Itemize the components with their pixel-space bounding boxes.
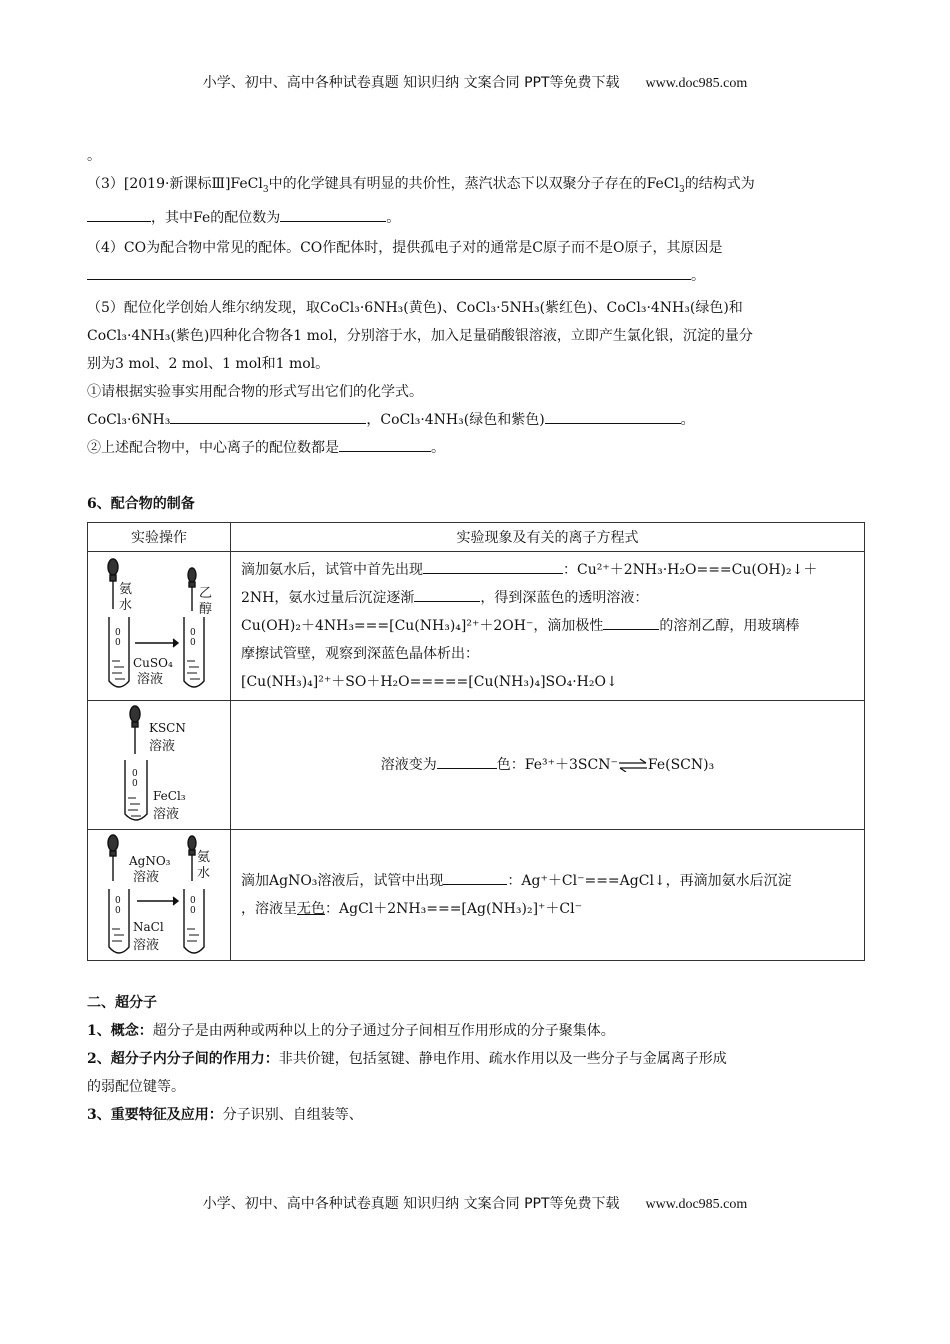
q5-sub2 bbox=[87, 434, 865, 462]
svg-text:0: 0 bbox=[115, 627, 121, 638]
q3-text-a: （3）[2019·新课标Ⅲ]FeCl bbox=[87, 176, 263, 192]
item-text: 非共价键，包括氢键、静电作用、疏水作用以及一些分子与金属离子形成 bbox=[278, 1050, 727, 1067]
apparatus-cell bbox=[88, 829, 231, 960]
svg-text:0: 0 bbox=[132, 768, 138, 779]
section2-item1 bbox=[87, 1017, 865, 1045]
row3-text: 滴加AgNO₃溶液后，试管中出现 bbox=[241, 872, 444, 889]
answer-blank[interactable] bbox=[339, 436, 431, 452]
item-label: 2、超分子内分子间的作用力： bbox=[87, 1050, 279, 1067]
col-header-operation: 实验操作 bbox=[88, 522, 231, 551]
nacl-apparatus-illustration bbox=[89, 831, 229, 959]
section2-item2-cont: 的弱配位键等。 bbox=[87, 1078, 185, 1095]
label-text: 乙 bbox=[199, 585, 213, 601]
row1-line2 bbox=[241, 584, 854, 612]
q5-formula-b: ，CoCl₃·4NH₃(绿色和紫色) bbox=[366, 411, 545, 428]
row3-line1 bbox=[241, 867, 854, 895]
phenomena-cell bbox=[231, 551, 865, 700]
answer-blank[interactable] bbox=[280, 206, 386, 222]
label-text: CuSO₄ bbox=[133, 655, 173, 670]
section2-title: 二、超分子 bbox=[87, 994, 157, 1011]
label-text: 醇 bbox=[199, 601, 213, 617]
page-header bbox=[0, 72, 950, 92]
q5-formula-end: 。 bbox=[680, 411, 695, 428]
svg-text:0: 0 bbox=[132, 778, 138, 789]
q3-text-b: 中的化学键具有明显的共价性，蒸汽状态下以双聚分子存在的FeCl bbox=[268, 176, 679, 192]
table-row bbox=[88, 700, 865, 829]
q5-sub2-text: ②上述配合物中，中心离子的配位数都是 bbox=[87, 439, 339, 456]
answer-blank[interactable] bbox=[437, 753, 497, 769]
item-label: 1、概念： bbox=[87, 1022, 153, 1039]
label-text: 氨 bbox=[119, 581, 133, 597]
label-text: NaCl bbox=[133, 919, 164, 934]
q5-formula-a: CoCl₃·6NH₃ bbox=[87, 411, 171, 428]
equilibrium-arrow-icon bbox=[618, 758, 648, 772]
header-text: 小学、初中、高中各种试卷真题 知识归纳 文案合同 PPT等免费下载 bbox=[202, 75, 620, 91]
item-text: 超分子是由两种或两种以上的分子通过分子间相互作用形成的分子聚集体。 bbox=[152, 1022, 615, 1039]
footer-url[interactable]: www.doc985.com bbox=[645, 1197, 748, 1212]
answer-blank[interactable] bbox=[170, 408, 366, 424]
q5-line3: 别为3 mol、2 mol、1 mol和1 mol。 bbox=[87, 355, 330, 372]
row3-underlined-answer: 无色 bbox=[297, 900, 325, 917]
fecl3-apparatus-illustration bbox=[89, 702, 229, 828]
svg-text:0: 0 bbox=[190, 627, 196, 638]
svg-text:0: 0 bbox=[115, 895, 121, 906]
row1-text: 2NH，氨水过量后沉淀逐渐 bbox=[241, 589, 415, 606]
row1-text: ：Cu²⁺＋2NH₃·H₂O===Cu(OH)₂↓＋ bbox=[563, 561, 818, 578]
section2-item3 bbox=[87, 1101, 865, 1129]
row1-text: 的溶剂乙醇，用玻璃棒 bbox=[659, 617, 800, 634]
row3-text: ：AgCl＋2NH₃===[Ag(NH₃)₂]⁺＋Cl⁻ bbox=[325, 900, 583, 917]
row2-text: 色：Fe³⁺＋3SCN⁻ bbox=[496, 756, 618, 773]
q5-sub1: ①请根据实验事实用配合物的形式写出它们的化学式。 bbox=[87, 383, 423, 400]
row1-line1 bbox=[241, 556, 854, 584]
apparatus-cell bbox=[88, 700, 231, 829]
row3-line2 bbox=[241, 895, 854, 923]
label-text: 溶液 bbox=[133, 869, 160, 885]
label-text: 溶液 bbox=[137, 671, 164, 687]
page-footer bbox=[0, 1193, 950, 1213]
label-text: 水 bbox=[197, 865, 211, 881]
q3-line2 bbox=[87, 204, 865, 232]
cuso4-apparatus-illustration bbox=[89, 553, 229, 699]
answer-blank[interactable] bbox=[545, 408, 681, 424]
document-body bbox=[87, 142, 865, 1129]
section2-item2 bbox=[87, 1045, 865, 1073]
section6-title: 6、配合物的制备 bbox=[87, 495, 195, 512]
q5-sub2-end: 。 bbox=[431, 439, 445, 456]
label-text: 溶液 bbox=[153, 806, 180, 822]
label-text: 氨 bbox=[197, 849, 211, 865]
footer-text: 小学、初中、高中各种试卷真题 知识归纳 文案合同 PPT等免费下载 bbox=[202, 1196, 620, 1212]
answer-blank[interactable] bbox=[414, 586, 480, 602]
label-text: FeCl₃ bbox=[153, 788, 186, 803]
q4-line1: （4）CO为配合物中常见的配体。CO作配体时，提供孤电子对的通常是C原子而不是O原子，其原因是 bbox=[87, 239, 723, 256]
q5-line2: CoCl₃·4NH₃(紫色)四种化合物各1 mol，分别溶于水，加入足量硝酸银溶液，立即产生氯化银，沉淀的量分 bbox=[87, 327, 753, 344]
table-row bbox=[88, 829, 865, 960]
answer-blank[interactable] bbox=[423, 558, 563, 574]
row3-text: ：Ag⁺＋Cl⁻===AgCl↓，再滴加氨水后沉淀 bbox=[507, 872, 792, 889]
header-url[interactable]: www.doc985.com bbox=[645, 76, 748, 91]
row1-text: ，得到深蓝色的透明溶液： bbox=[480, 589, 649, 606]
q4-line2 bbox=[87, 262, 865, 290]
svg-text:0: 0 bbox=[190, 637, 196, 648]
q3-leading-period: 。 bbox=[87, 148, 101, 164]
row1-text: 滴加氨水后，试管中首先出现 bbox=[241, 561, 423, 578]
label-text: 溶液 bbox=[133, 937, 160, 953]
answer-blank[interactable] bbox=[603, 614, 659, 630]
row1-text: Cu(OH)₂＋4NH₃===[Cu(NH₃)₄]²⁺＋2OH⁻，滴加极性 bbox=[241, 617, 604, 634]
label-text: KSCN bbox=[149, 720, 186, 735]
col-header-phenomena: 实验现象及有关的离子方程式 bbox=[231, 522, 865, 551]
row2-text: 溶液变为 bbox=[380, 756, 437, 773]
phenomena-cell bbox=[231, 829, 865, 960]
q3-text-e: 。 bbox=[386, 209, 401, 226]
row1-line5: [Cu(NH₃)₄]²⁺＋SO＋H₂O=====[Cu(NH₃)₄]SO₄·H₂O↓ bbox=[241, 673, 618, 690]
item-text: 分子识别、自组装等、 bbox=[222, 1106, 363, 1123]
row1-line3 bbox=[241, 612, 854, 640]
item-label: 3、重要特征及应用： bbox=[87, 1106, 223, 1123]
q4-end: 。 bbox=[691, 267, 705, 284]
row3-text: ，溶液呈 bbox=[241, 900, 297, 917]
table-row bbox=[88, 551, 865, 700]
svg-text:0: 0 bbox=[190, 895, 196, 906]
svg-text:0: 0 bbox=[115, 637, 121, 648]
q5-line1: （5）配位化学创始人维尔纳发现，取CoCl₃·6NH₃(黄色)、CoCl₃·5NH₃(紫红色)、CoCl₃·4NH₃(绿色)和 bbox=[87, 299, 743, 316]
q3-text-c: 的结构式为 bbox=[684, 176, 755, 192]
q5-formulas bbox=[87, 406, 865, 434]
experiment-table bbox=[87, 522, 865, 961]
answer-blank[interactable] bbox=[87, 206, 151, 222]
phenomena-cell bbox=[231, 700, 865, 829]
label-text: 水 bbox=[119, 597, 133, 613]
label-text: AgNO₃ bbox=[129, 853, 171, 868]
q3-text-d: ，其中Fe的配位数为 bbox=[151, 209, 281, 226]
svg-text:0: 0 bbox=[190, 905, 196, 916]
q3-line1: （3）[2019·新课标Ⅲ]FeCl$_3$中的化学键具有明显的共价性，蒸汽状态下以双聚分子存在的FeCl$_3$的结构式为 bbox=[87, 176, 755, 195]
row1-line4: 摩擦试管壁，观察到深蓝色晶体析出： bbox=[241, 645, 479, 662]
table-header-row bbox=[88, 522, 865, 551]
label-text: 溶液 bbox=[149, 738, 176, 754]
apparatus-cell bbox=[88, 551, 231, 700]
answer-blank[interactable] bbox=[443, 869, 507, 885]
row2-text: Fe(SCN)₃ bbox=[647, 756, 715, 773]
answer-blank[interactable] bbox=[87, 264, 691, 280]
svg-text:0: 0 bbox=[115, 905, 121, 916]
